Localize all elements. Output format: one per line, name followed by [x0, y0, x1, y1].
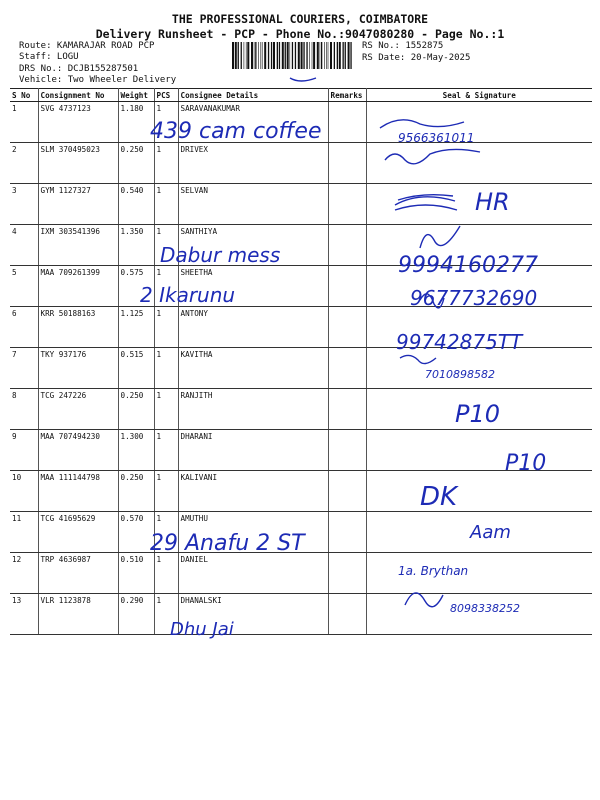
row-consignment-no: SLM 370495023: [38, 143, 118, 184]
col-header-remarks: Remarks: [328, 89, 366, 102]
rs-number: RS No.: 1552875: [362, 41, 444, 51]
row-remarks: [328, 143, 366, 184]
row-consignee: KALIVANI: [178, 471, 328, 512]
row-weight: 1.300: [118, 430, 154, 471]
row-consignee: DHARANI: [178, 430, 328, 471]
table-row: [10, 471, 592, 512]
row-pcs: 1: [154, 430, 178, 471]
row-remarks: [328, 102, 366, 143]
table-row: [10, 512, 592, 553]
row-sno: 6: [10, 307, 38, 348]
row-pcs: 1: [154, 184, 178, 225]
row-sno: 2: [10, 143, 38, 184]
row-consignment-no: TKY 937176: [38, 348, 118, 389]
table-row: [10, 102, 592, 143]
row-signature: [366, 471, 592, 512]
row-consignee: SARAVANAKUMAR: [178, 102, 328, 143]
hw-row11-remark: 29 Anafu 2 ST: [150, 531, 305, 556]
table-row: [10, 594, 592, 635]
row-signature: [366, 389, 592, 430]
table-row: [10, 307, 592, 348]
row-weight: 0.250: [118, 389, 154, 430]
hw-row1-phone: 9566361011: [398, 131, 475, 145]
col-header-consignee: Consignee Details: [178, 89, 328, 102]
row-sno: 4: [10, 225, 38, 266]
row-consignee: SANTHIYA: [178, 225, 328, 266]
col-header-weight: Weight: [118, 89, 154, 102]
table-row: [10, 225, 592, 266]
row-weight: 0.250: [118, 143, 154, 184]
company-title: THE PROFESSIONAL COURIERS, COIMBATORE: [171, 12, 429, 26]
table-row: [10, 143, 592, 184]
row-consignment-no: SVG 4737123: [38, 102, 118, 143]
row-pcs: 1: [154, 471, 178, 512]
rs-date: RS Date: 20-May-2025: [362, 53, 471, 63]
row-consignment-no: IXM 303541396: [38, 225, 118, 266]
hw-row13-remark: Dhu Jai: [170, 619, 234, 640]
row-remarks: [328, 553, 366, 594]
runsheet-subtitle: Delivery Runsheet - PCP - Phone No.:9047080280 - Page No.:1: [95, 27, 505, 41]
row-sno: 12: [10, 553, 38, 594]
row-pcs: 1: [154, 553, 178, 594]
hw-row4-phone: 9994160277: [398, 253, 538, 278]
row-pcs: 1: [154, 266, 178, 307]
drs-number: DRS No.: DCJB155287501: [19, 64, 139, 74]
row-sno: 7: [10, 348, 38, 389]
row-weight: 0.570: [118, 512, 154, 553]
col-header-sno: S No: [10, 89, 38, 102]
hw-row10-sig: DK: [420, 482, 458, 512]
row-remarks: [328, 348, 366, 389]
row-sno: 13: [10, 594, 38, 635]
hw-row5-phone: 9677732690: [410, 286, 538, 310]
row-remarks: [328, 389, 366, 430]
row-weight: 0.290: [118, 594, 154, 635]
vehicle-label: Vehicle: Two Wheeler Delivery: [19, 75, 177, 85]
hw-row3-sig: HR: [475, 188, 510, 216]
row-sno: 10: [10, 471, 38, 512]
table-header-row: [10, 89, 592, 102]
table-row: [10, 553, 592, 594]
row-pcs: 1: [154, 594, 178, 635]
row-remarks: [328, 225, 366, 266]
route-label: Route: KAMARAJAR ROAD PCP: [19, 41, 155, 51]
row-consignment-no: GYM 1127327: [38, 184, 118, 225]
row-weight: 1.180: [118, 102, 154, 143]
row-consignee: SELVAN: [178, 184, 328, 225]
row-consignee: SHEETHA: [178, 266, 328, 307]
row-signature: [366, 102, 592, 143]
row-consignee: DRIVEX: [178, 143, 328, 184]
table-row: [10, 184, 592, 225]
row-weight: 0.540: [118, 184, 154, 225]
table-row: [10, 389, 592, 430]
row-remarks: [328, 594, 366, 635]
hw-row5-remark: 2 Ikarunu: [140, 283, 236, 307]
hw-row4-remark: Dabur mess: [160, 243, 281, 267]
col-header-signature: Seal & Signature: [366, 89, 592, 102]
row-signature: [366, 307, 592, 348]
row-remarks: [328, 184, 366, 225]
row-sno: 5: [10, 266, 38, 307]
row-signature: [366, 430, 592, 471]
hw-row12-sig: 1a. Brythan: [398, 564, 469, 578]
row-pcs: 1: [154, 348, 178, 389]
row-pcs: 1: [154, 143, 178, 184]
row-weight: 1.125: [118, 307, 154, 348]
row-remarks: [328, 266, 366, 307]
table-row: [10, 348, 592, 389]
row-signature: [366, 266, 592, 307]
row-consignee: DHANALSKI: [178, 594, 328, 635]
row-remarks: [328, 512, 366, 553]
row-signature: [366, 553, 592, 594]
hw-row10-sig2: P10: [505, 451, 547, 476]
row-signature: [366, 143, 592, 184]
hw-row8-sig: P10: [455, 400, 501, 428]
row-consignee: AMUTHU: [178, 512, 328, 553]
barcode: [232, 42, 352, 69]
row-consignment-no: KRR 50188163: [38, 307, 118, 348]
row-remarks: [328, 430, 366, 471]
hw-row7-phone: 99742875TT: [396, 330, 523, 354]
hw-row7-phone2: 7010898582: [425, 368, 495, 381]
row-signature: [366, 225, 592, 266]
row-weight: 0.515: [118, 348, 154, 389]
row-weight: 0.510: [118, 553, 154, 594]
hw-header-mark: [290, 78, 316, 81]
row-consignment-no: MAA 111144798: [38, 471, 118, 512]
row-consignment-no: VLR 1123878: [38, 594, 118, 635]
row-consignee: ANTONY: [178, 307, 328, 348]
row-signature: [366, 184, 592, 225]
row-pcs: 1: [154, 389, 178, 430]
row-pcs: 1: [154, 225, 178, 266]
row-remarks: [328, 471, 366, 512]
row-consignment-no: TCG 247226: [38, 389, 118, 430]
row-pcs: 1: [154, 512, 178, 553]
col-header-consignment: Consignment No: [38, 89, 118, 102]
hw-row13-phone: 8098338252: [450, 602, 520, 615]
row-sno: 9: [10, 430, 38, 471]
row-sno: 1: [10, 102, 38, 143]
row-sno: 3: [10, 184, 38, 225]
row-pcs: 1: [154, 307, 178, 348]
hw-row1-remark: 439 cam coffee: [150, 119, 322, 144]
row-sno: 8: [10, 389, 38, 430]
row-pcs: 1: [154, 102, 178, 143]
table-row: [10, 266, 592, 307]
row-consignment-no: MAA 709261399: [38, 266, 118, 307]
runsheet-table: [10, 88, 592, 635]
row-weight: 0.250: [118, 471, 154, 512]
row-signature: [366, 348, 592, 389]
row-weight: 1.350: [118, 225, 154, 266]
row-weight: 0.575: [118, 266, 154, 307]
row-sno: 11: [10, 512, 38, 553]
row-signature: [366, 512, 592, 553]
col-header-pcs: PCS: [154, 89, 178, 102]
row-signature: [366, 594, 592, 635]
row-consignment-no: TCG 41695629: [38, 512, 118, 553]
hw-row11-sig: Aam: [470, 522, 511, 543]
row-consignment-no: MAA 707494230: [38, 430, 118, 471]
row-remarks: [328, 307, 366, 348]
row-consignee: DANIEL: [178, 553, 328, 594]
row-consignment-no: TRP 4636987: [38, 553, 118, 594]
row-consignee: RANJITH: [178, 389, 328, 430]
row-consignee: KAVITHA: [178, 348, 328, 389]
table-row: [10, 430, 592, 471]
staff-label: Staff: LOGU: [19, 52, 79, 62]
